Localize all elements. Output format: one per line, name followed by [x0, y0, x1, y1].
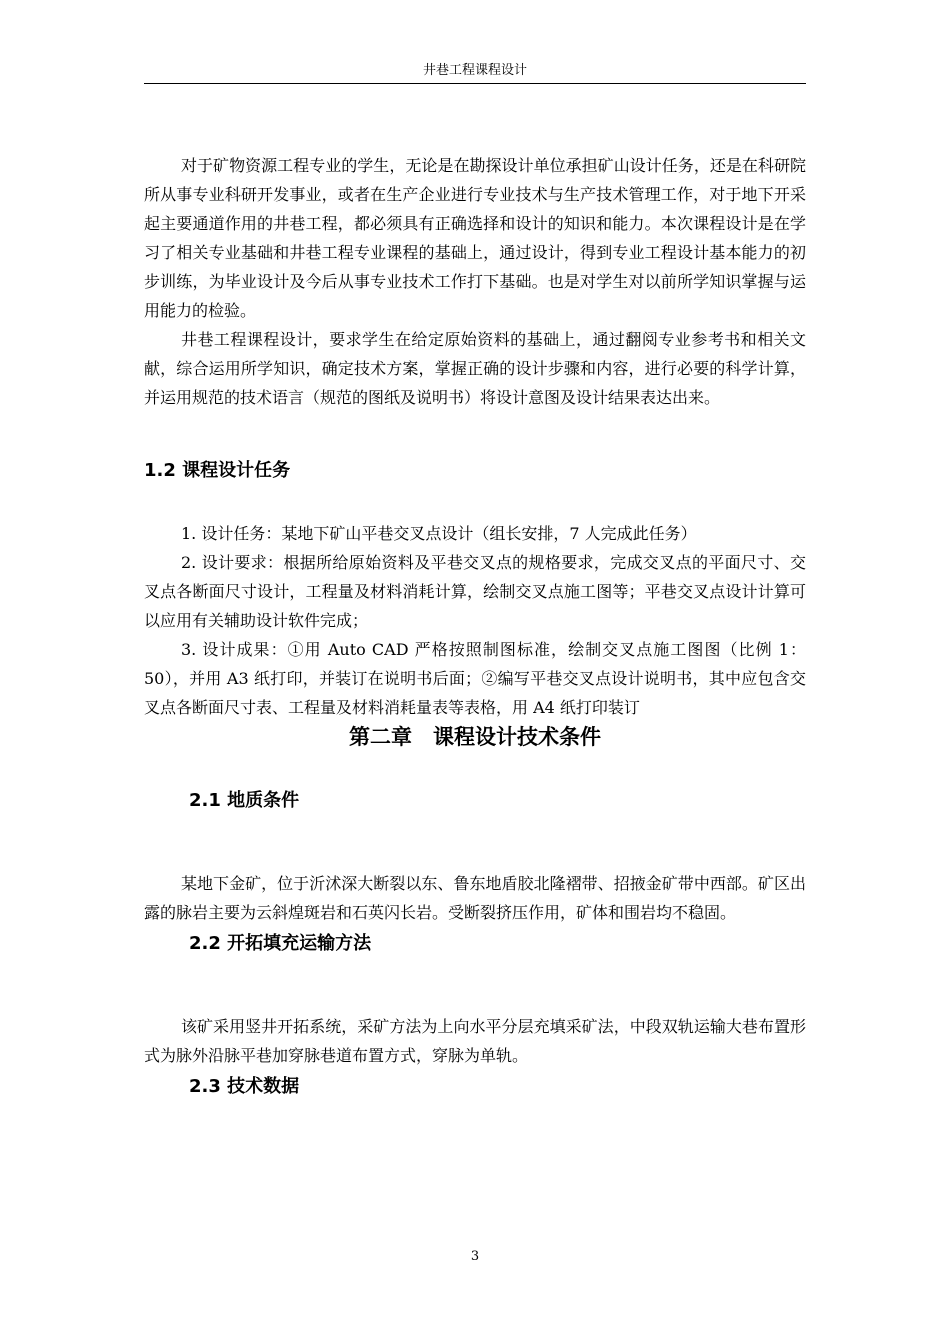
header-rule [144, 83, 806, 84]
document-body [144, 151, 806, 1100]
intro-paragraph-2: 井巷工程课程设计，要求学生在给定原始资料的基础上，通过翻阅专业参考书和相关文献，综合运用所学知识，确定技术方案，掌握正确的设计步骤和内容，进行必要的科学计算，并运用规范的技术语言（规范的图纸及说明书）将设计意图及设计结果表达出来。 [144, 330, 806, 407]
geology-paragraph: 某地下金矿，位于沂沭深大断裂以东、鲁东地盾胶北隆褶带、招掖金矿带中西部。矿区出露的脉岩主要为云斜煌斑岩和石英闪长岩。受断裂挤压作用，矿体和围岩均不稳固。 [144, 874, 806, 922]
section-heading-2-3: 2.3 技术数据 [189, 1076, 300, 1097]
page-number: 3 [470, 1249, 480, 1264]
section-heading-2-1: 2.1 地质条件 [189, 790, 300, 811]
task-item-1: 1. 设计任务：某地下矿山平巷交叉点设计（组长安排，7 人完成此任务） [181, 524, 697, 543]
task-item-2: 2. 设计要求：根据所给原始资料及平巷交叉点的规格要求，完成交叉点的平面尺寸、交叉点各断面尺寸设计，工程量及材料消耗计算，绘制交叉点施工图等；平巷交叉点设计计算可以应用有关辅助设计软件完成； [144, 553, 806, 630]
page-header: 井巷工程课程设计 [422, 63, 527, 78]
transport-paragraph: 该矿采用竖井开拓系统，采矿方法为上向水平分层充填采矿法，中段双轨运输大巷布置形式为脉外沿脉平巷加穿脉巷道布置方式，穿脉为单轨。 [144, 1017, 806, 1065]
task-item-3: 3. 设计成果：①用 Auto CAD 严格按照制图标准，绘制交叉点施工图图（比例 1：50），并用 A3 纸打印，并装订在说明书后面；②编写平巷交叉点设计说明书，其中应包含交叉点各断面尺寸表、工程量及材料消耗量表等表格，用 A4 纸打印装订 [144, 640, 806, 717]
intro-paragraph-1: 对于矿物资源工程专业的学生，无论是在勘探设计单位承担矿山设计任务，还是在科研院所从事专业科研开发事业，或者在生产企业进行专业技术与生产技术管理工作，对于地下开采起主要通道作用的井巷工程，都必须具有正确选择和设计的知识和能力。本次课程设计是在学习了相关专业基础和井巷工程专业课程的基础上，通过设计，得到专业工程设计基本能力的初步训练，为毕业设计及今后从事专业技术工作打下基础。也是对学生对以前所学知识掌握与运用能力的检验。 [144, 156, 806, 320]
section-heading-1-2: 1.2 课程设计任务 [144, 460, 291, 481]
chapter-heading: 第二章 课程设计技术条件 [349, 725, 601, 749]
section-heading-2-2: 2.2 开拓填充运输方法 [189, 933, 372, 954]
